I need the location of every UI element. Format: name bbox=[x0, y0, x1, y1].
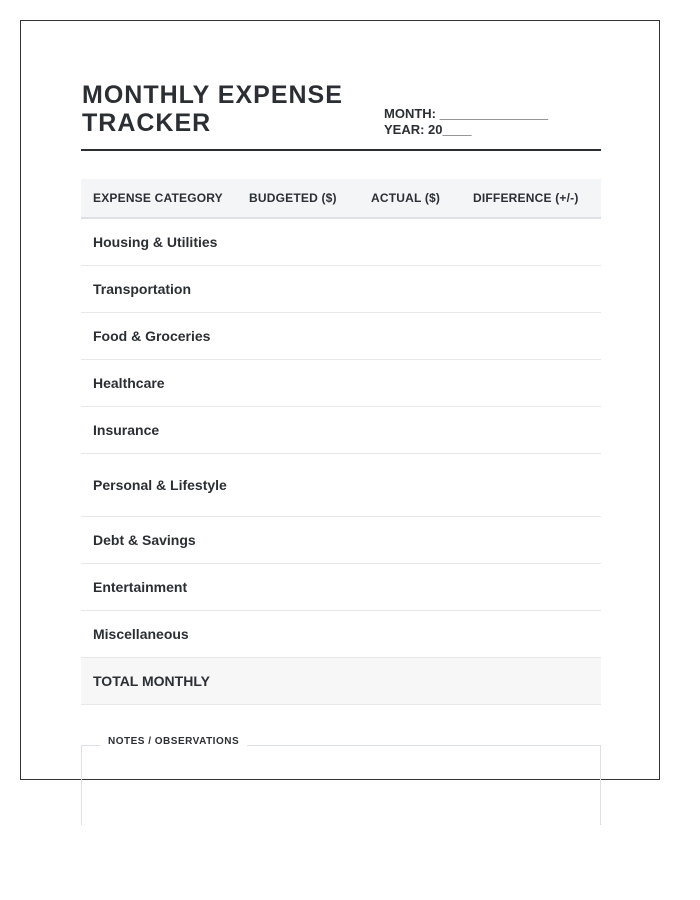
header-budgeted: BUDGETED ($) bbox=[249, 191, 337, 205]
document-page bbox=[20, 20, 660, 780]
category-cell: Housing & Utilities bbox=[93, 234, 218, 250]
expense-table bbox=[81, 179, 601, 705]
header-actual: ACTUAL ($) bbox=[371, 191, 441, 205]
header-difference: DIFFERENCE (+/-) bbox=[473, 191, 579, 205]
table-row bbox=[81, 266, 601, 313]
table-row bbox=[81, 454, 601, 517]
table-row bbox=[81, 360, 601, 407]
header-expense-category: EXPENSE CATEGORY bbox=[93, 191, 223, 205]
document-header bbox=[81, 81, 601, 151]
category-cell: Food & Groceries bbox=[93, 328, 211, 344]
notes-box[interactable] bbox=[81, 736, 601, 825]
month-field[interactable]: MONTH: _______________ bbox=[384, 106, 549, 121]
notes-label: NOTES / OBSERVATIONS bbox=[100, 736, 247, 747]
category-cell: Entertainment bbox=[93, 579, 188, 595]
category-cell: Healthcare bbox=[93, 375, 165, 391]
category-cell: Debt & Savings bbox=[93, 532, 196, 548]
table-row bbox=[81, 313, 601, 360]
table-row bbox=[81, 219, 601, 266]
table-row bbox=[81, 611, 601, 658]
table-row bbox=[81, 517, 601, 564]
table-row bbox=[81, 564, 601, 611]
date-fields bbox=[384, 106, 548, 138]
total-label: TOTAL MONTHLY bbox=[93, 673, 210, 689]
document-title: MONTHLY EXPENSE TRACKER bbox=[82, 81, 343, 137]
table-row bbox=[81, 407, 601, 454]
category-cell: Insurance bbox=[93, 422, 160, 438]
category-cell: Transportation bbox=[93, 281, 192, 297]
category-cell: Miscellaneous bbox=[93, 626, 189, 642]
total-row bbox=[81, 658, 601, 705]
table-header bbox=[81, 179, 601, 219]
category-cell: Personal & Lifestyle bbox=[93, 477, 227, 493]
year-field[interactable]: YEAR: 20____ bbox=[384, 122, 472, 137]
